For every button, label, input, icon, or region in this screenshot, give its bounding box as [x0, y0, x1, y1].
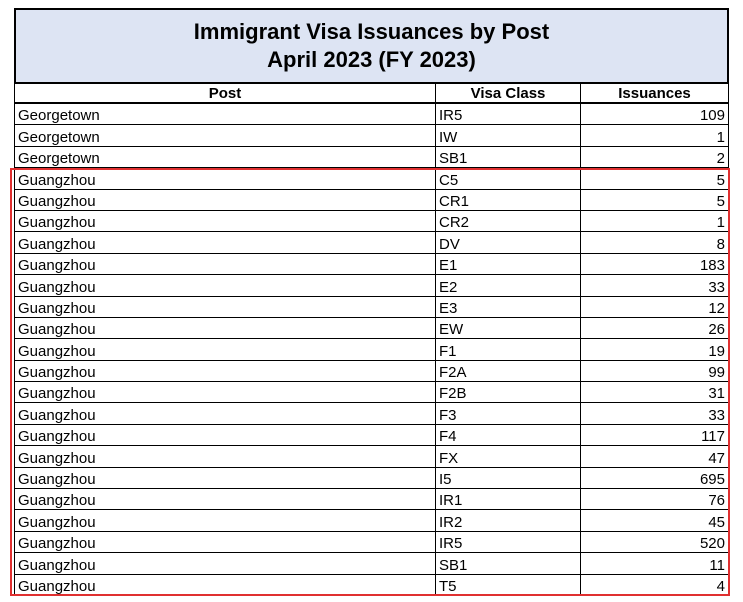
table-row — [14, 575, 729, 596]
cell-post: Guangzhou — [14, 489, 435, 509]
cell-visa-class: F3 — [435, 403, 580, 423]
cell-visa-class: IR5 — [435, 532, 580, 552]
cell-issuances: 33 — [580, 275, 729, 295]
cell-post: Guangzhou — [14, 168, 435, 188]
table-row — [14, 446, 729, 467]
cell-visa-class: IW — [435, 125, 580, 145]
cell-issuances: 99 — [580, 361, 729, 381]
table-row — [14, 168, 729, 189]
cell-issuances: 31 — [580, 382, 729, 402]
cell-issuances: 12 — [580, 297, 729, 317]
column-header-row — [14, 84, 729, 104]
cell-visa-class: IR5 — [435, 104, 580, 124]
cell-issuances: 19 — [580, 339, 729, 359]
table-row — [14, 318, 729, 339]
table-row — [14, 532, 729, 553]
column-header-issuances: Issuances — [580, 84, 729, 102]
cell-post: Guangzhou — [14, 211, 435, 231]
cell-post: Guangzhou — [14, 468, 435, 488]
table-row — [14, 361, 729, 382]
cell-issuances: 2 — [580, 147, 729, 167]
cell-visa-class: EW — [435, 318, 580, 338]
cell-visa-class: F4 — [435, 425, 580, 445]
cell-issuances: 11 — [580, 553, 729, 573]
cell-issuances: 183 — [580, 254, 729, 274]
table-row — [14, 468, 729, 489]
table-row — [14, 339, 729, 360]
table-row — [14, 211, 729, 232]
cell-post: Guangzhou — [14, 297, 435, 317]
cell-issuances: 695 — [580, 468, 729, 488]
cell-visa-class: E2 — [435, 275, 580, 295]
table-row — [14, 489, 729, 510]
cell-issuances: 45 — [580, 510, 729, 530]
table-row — [14, 125, 729, 146]
cell-visa-class: SB1 — [435, 147, 580, 167]
column-header-post: Post — [14, 84, 435, 102]
cell-post: Georgetown — [14, 125, 435, 145]
cell-visa-class: DV — [435, 232, 580, 252]
cell-visa-class: IR2 — [435, 510, 580, 530]
cell-post: Guangzhou — [14, 510, 435, 530]
cell-issuances: 8 — [580, 232, 729, 252]
table-row — [14, 190, 729, 211]
cell-issuances: 26 — [580, 318, 729, 338]
cell-issuances: 76 — [580, 489, 729, 509]
cell-visa-class: F2B — [435, 382, 580, 402]
cell-issuances: 109 — [580, 104, 729, 124]
table-row — [14, 553, 729, 574]
cell-visa-class: SB1 — [435, 553, 580, 573]
cell-issuances: 5 — [580, 168, 729, 188]
cell-visa-class: IR1 — [435, 489, 580, 509]
cell-post: Guangzhou — [14, 232, 435, 252]
cell-post: Guangzhou — [14, 275, 435, 295]
title-line-2: April 2023 (FY 2023) — [267, 47, 476, 72]
table-row — [14, 425, 729, 446]
cell-visa-class: F1 — [435, 339, 580, 359]
table-row — [14, 275, 729, 296]
table-row — [14, 297, 729, 318]
cell-post: Georgetown — [14, 147, 435, 167]
cell-post: Guangzhou — [14, 318, 435, 338]
cell-post: Guangzhou — [14, 575, 435, 595]
table-row — [14, 104, 729, 125]
cell-visa-class: CR1 — [435, 190, 580, 210]
table-row — [14, 403, 729, 424]
cell-issuances: 47 — [580, 446, 729, 466]
cell-visa-class: C5 — [435, 168, 580, 188]
cell-issuances: 33 — [580, 403, 729, 423]
title-line-1: Immigrant Visa Issuances by Post — [193, 19, 550, 44]
cell-post: Guangzhou — [14, 361, 435, 381]
table-row — [14, 147, 729, 168]
cell-post: Guangzhou — [14, 553, 435, 573]
table-row — [14, 254, 729, 275]
table-row — [14, 382, 729, 403]
cell-visa-class: I5 — [435, 468, 580, 488]
cell-visa-class: T5 — [435, 575, 580, 595]
cell-issuances: 4 — [580, 575, 729, 595]
cell-post: Guangzhou — [14, 339, 435, 359]
table-row — [14, 232, 729, 253]
cell-post: Guangzhou — [14, 190, 435, 210]
table-title — [14, 8, 729, 84]
cell-issuances: 520 — [580, 532, 729, 552]
cell-visa-class: E3 — [435, 297, 580, 317]
table-row — [14, 510, 729, 531]
cell-visa-class: FX — [435, 446, 580, 466]
cell-issuances: 117 — [580, 425, 729, 445]
table-body — [14, 104, 729, 596]
cell-post: Guangzhou — [14, 532, 435, 552]
cell-post: Guangzhou — [14, 446, 435, 466]
visa-issuance-table — [14, 8, 729, 596]
cell-post: Guangzhou — [14, 382, 435, 402]
cell-post: Guangzhou — [14, 425, 435, 445]
cell-visa-class: F2A — [435, 361, 580, 381]
cell-issuances: 5 — [580, 190, 729, 210]
cell-post: Guangzhou — [14, 254, 435, 274]
cell-visa-class: E1 — [435, 254, 580, 274]
cell-post: Guangzhou — [14, 403, 435, 423]
cell-visa-class: CR2 — [435, 211, 580, 231]
cell-issuances: 1 — [580, 211, 729, 231]
cell-post: Georgetown — [14, 104, 435, 124]
column-header-visa-class: Visa Class — [435, 84, 580, 102]
cell-issuances: 1 — [580, 125, 729, 145]
